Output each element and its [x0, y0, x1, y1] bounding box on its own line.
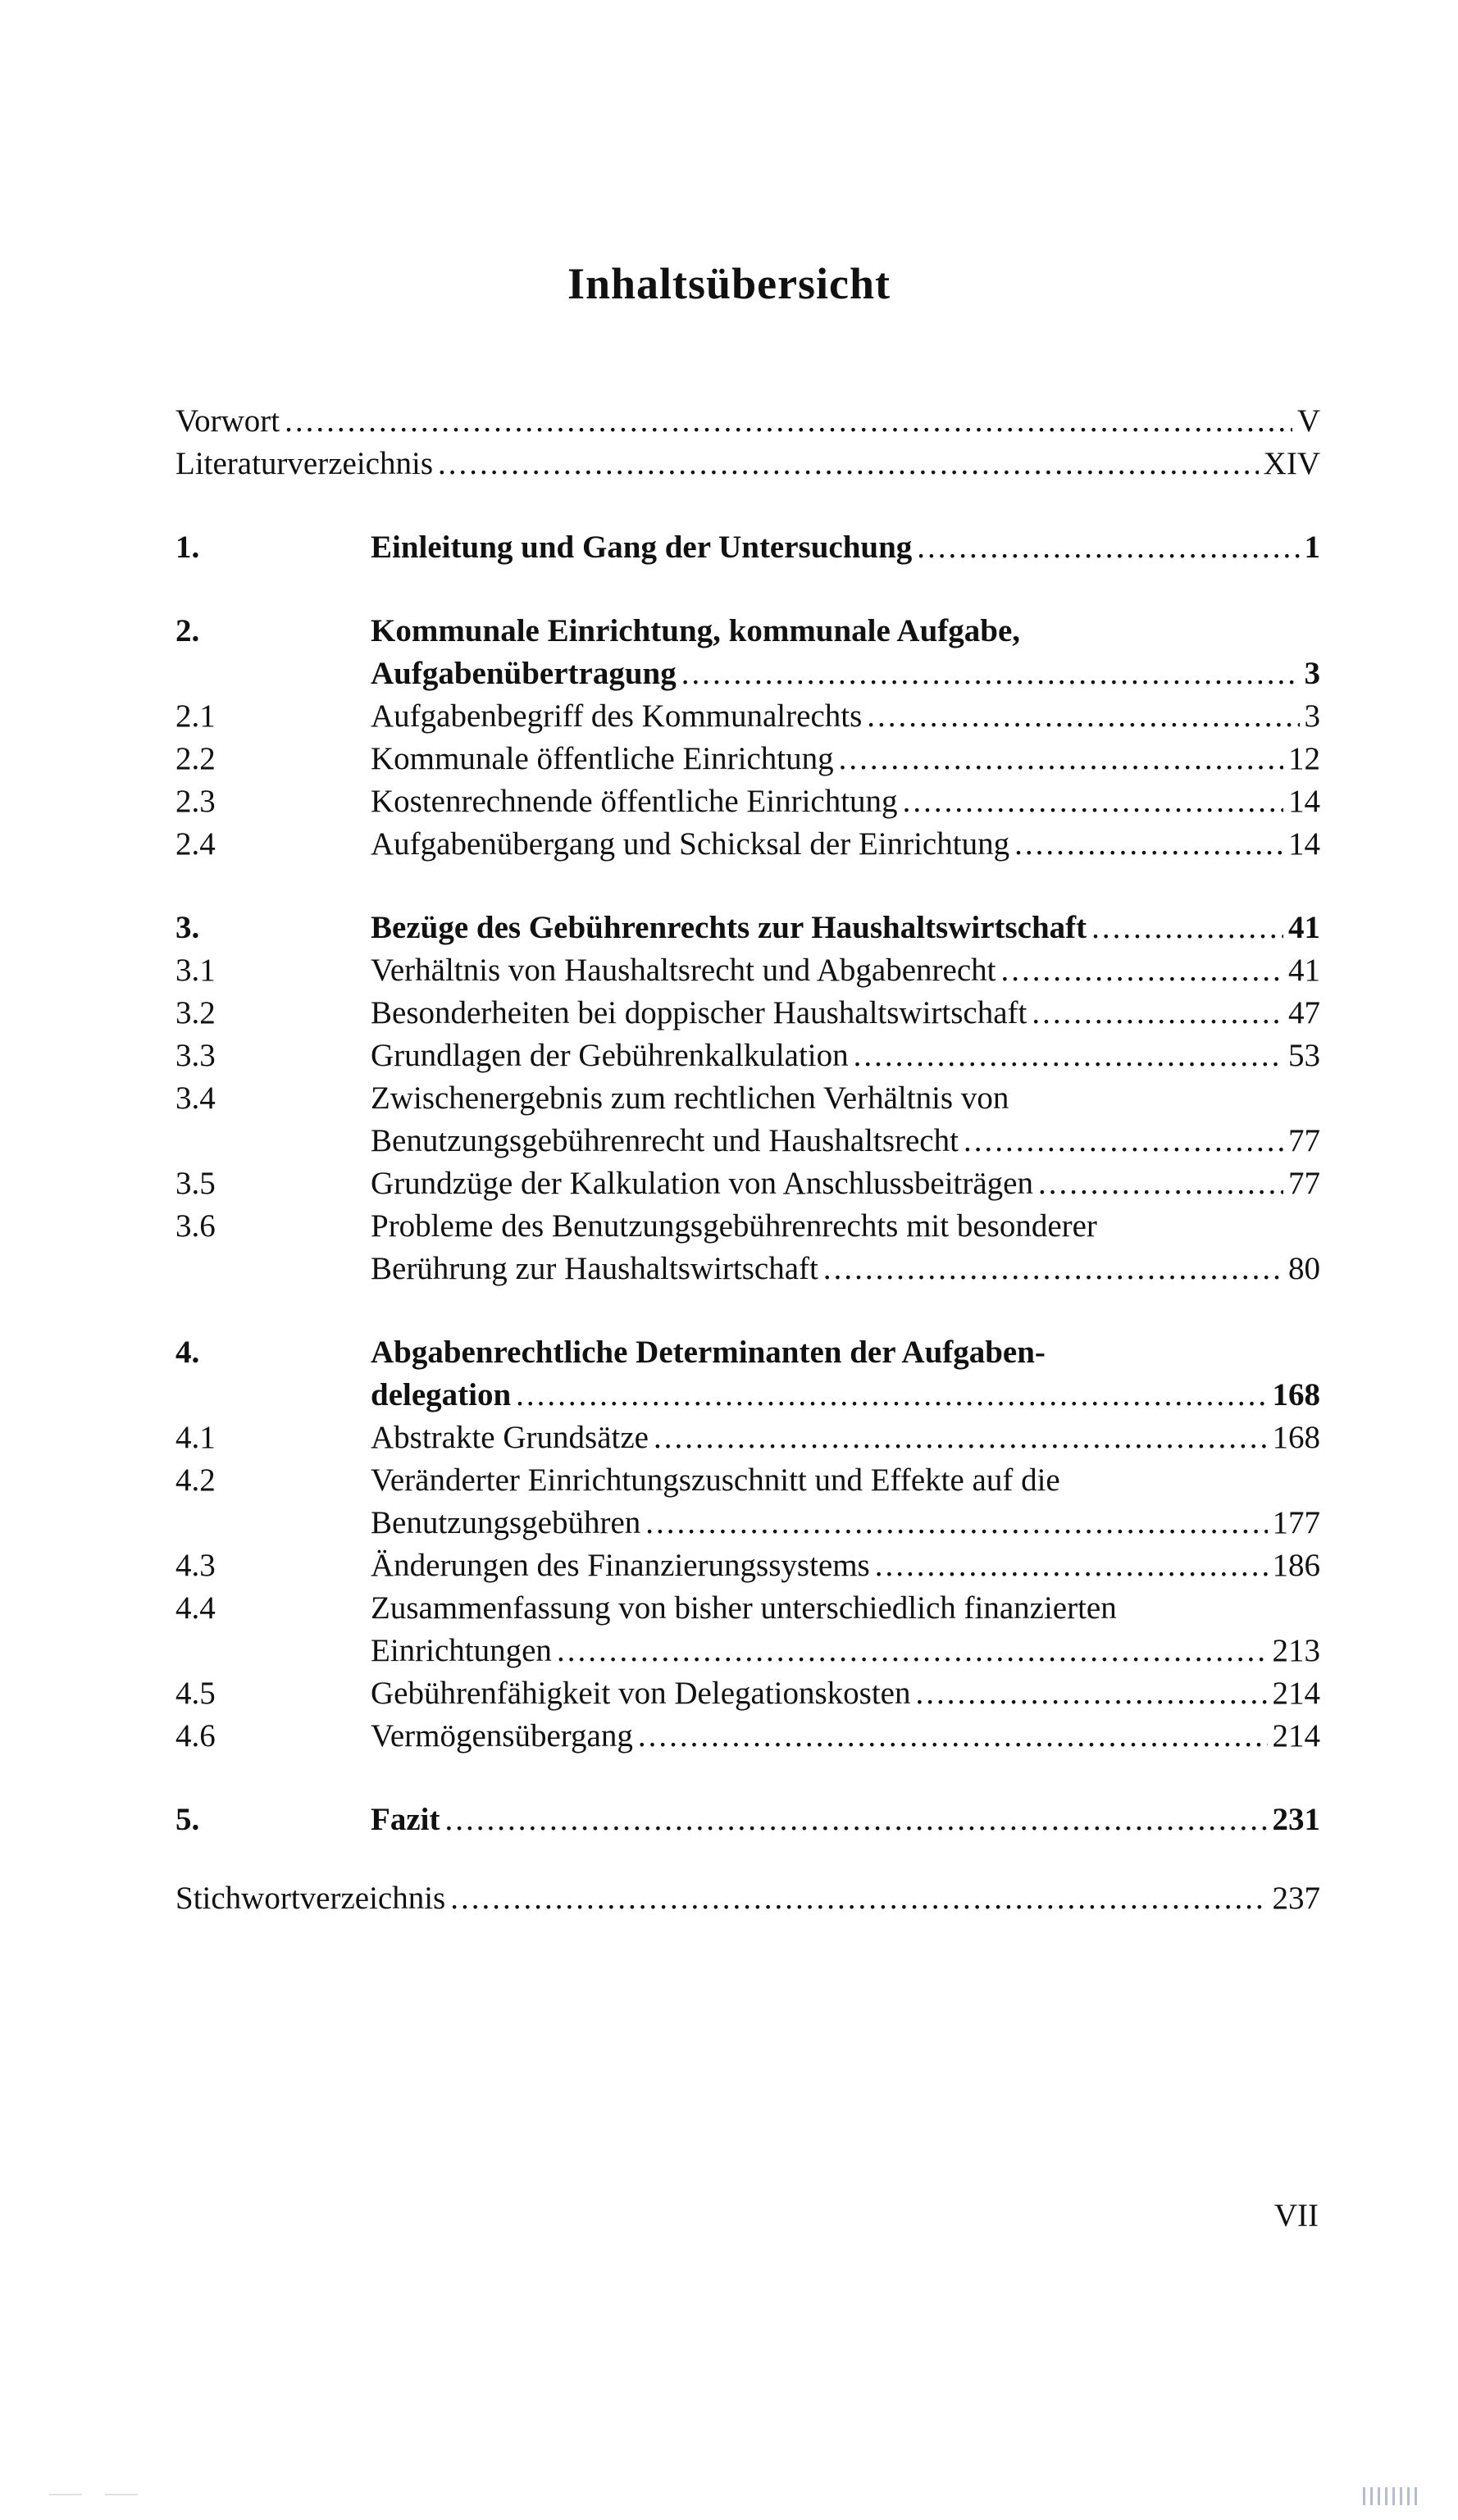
- toc-entry-title: Probleme des Benutzungsgebührenrechts mit besonderer: [371, 1208, 1097, 1244]
- toc-chapter[interactable]: [175, 1331, 1320, 1374]
- scan-artifact: [49, 2494, 138, 2495]
- dot-leader: [875, 1544, 1268, 1587]
- dot-leader: [1091, 907, 1283, 949]
- scan-edge-mark: [1363, 2487, 1365, 2505]
- toc-page-number: 14: [1288, 784, 1320, 819]
- toc-section[interactable]: [175, 1672, 1320, 1715]
- scan-edge-mark: [1385, 2487, 1387, 2505]
- toc-section[interactable]: [175, 1035, 1320, 1077]
- dot-leader: [916, 1672, 1268, 1715]
- toc-number: 3.2: [175, 995, 216, 1030]
- toc-number: 2.1: [175, 698, 216, 734]
- toc-page-number: 168: [1272, 1420, 1320, 1455]
- toc-entry-title: Zwischenergebnis zum rechtlichen Verhältnis von: [371, 1080, 1009, 1116]
- toc-number: 3.3: [175, 1038, 216, 1073]
- toc-entry-title: Veränderter Einrichtungszuschnitt und Effekte auf die: [371, 1462, 1060, 1498]
- dot-leader: [444, 1799, 1267, 1841]
- scan-artifact-mark: [105, 2494, 138, 2495]
- scan-edge-mark: [1370, 2487, 1373, 2505]
- toc-entry-title: Benutzungsgebühren: [371, 1505, 641, 1540]
- toc-entry-title: Vorwort: [175, 403, 280, 439]
- toc-page-number: 1: [1304, 530, 1320, 565]
- toc-entry-title: Abstrakte Grundsätze: [371, 1420, 649, 1455]
- page-title: Inhaltsübersicht: [567, 259, 891, 308]
- scan-edge-mark: [1415, 2487, 1417, 2505]
- scan-edge-mark: [1392, 2487, 1395, 2505]
- toc-page-number: 77: [1288, 1123, 1320, 1158]
- dot-leader: [681, 653, 1300, 695]
- scan-edge-marks: [1363, 2487, 1417, 2505]
- dot-leader: [557, 1630, 1268, 1672]
- toc-section-continuation[interactable]: [175, 1502, 1320, 1544]
- toc-entry-title: Zusammenfassung von bisher unterschiedlich finanzierten: [371, 1590, 1117, 1626]
- dot-leader: [839, 738, 1283, 780]
- dot-leader: [438, 443, 1259, 485]
- toc-number: 4.: [175, 1335, 200, 1370]
- toc-number: 5.: [175, 1802, 200, 1837]
- toc-section[interactable]: [175, 738, 1320, 780]
- toc-number: 2.4: [175, 826, 216, 862]
- toc-page-number: 80: [1288, 1251, 1320, 1286]
- toc-section-continuation[interactable]: [175, 1248, 1320, 1290]
- toc-entry[interactable]: [175, 443, 1320, 485]
- toc-section[interactable]: [175, 1205, 1320, 1248]
- toc-page-number: 213: [1272, 1633, 1320, 1668]
- toc-page-number: V: [1296, 403, 1320, 439]
- toc-page-number: 214: [1272, 1718, 1320, 1754]
- dot-leader: [854, 1035, 1283, 1077]
- toc-section[interactable]: [175, 1715, 1320, 1758]
- toc-page-number: 231: [1272, 1802, 1320, 1837]
- dot-leader: [638, 1715, 1268, 1758]
- toc-section[interactable]: [175, 780, 1320, 823]
- dot-leader: [823, 1248, 1283, 1290]
- toc-number: 2.2: [175, 741, 216, 776]
- toc-section[interactable]: [175, 992, 1320, 1035]
- toc-entry-title: Vermögensübergang: [371, 1718, 633, 1754]
- dot-leader: [1000, 949, 1283, 992]
- toc-number: 3.5: [175, 1166, 216, 1201]
- toc-page-number: 41: [1288, 910, 1320, 945]
- toc-entry-title: Besonderheiten bei doppischer Haushaltswirtschaft: [371, 995, 1027, 1030]
- toc-entry-title: Benutzungsgebührenrecht und Haushaltsrecht: [371, 1123, 959, 1158]
- toc-entry-title: Bezüge des Gebührenrechts zur Haushaltswirtschaft: [371, 910, 1087, 945]
- toc-number: 4.4: [175, 1590, 216, 1626]
- dot-leader: [867, 695, 1299, 738]
- toc-number: 2.: [175, 613, 200, 648]
- toc-entry[interactable]: [175, 1877, 1320, 1920]
- toc-section[interactable]: [175, 1417, 1320, 1459]
- toc-chapter[interactable]: [175, 1799, 1320, 1841]
- toc-number: 1.: [175, 530, 200, 565]
- toc-entry-title: Aufgabenübergang und Schicksal der Einrichtung: [371, 826, 1010, 862]
- dot-leader: [1038, 1162, 1283, 1205]
- toc-number: 3.1: [175, 953, 216, 988]
- scan-edge-mark: [1407, 2487, 1410, 2505]
- toc-number: 4.3: [175, 1548, 216, 1583]
- toc-entry-title: Abgabenrechtliche Determinanten der Aufgaben-: [371, 1335, 1046, 1370]
- toc-page-number: 177: [1272, 1505, 1320, 1540]
- toc-page-number: 77: [1288, 1166, 1320, 1201]
- dot-leader: [917, 526, 1299, 569]
- toc-page-number: 214: [1272, 1676, 1320, 1711]
- toc-page-number: 168: [1272, 1377, 1320, 1412]
- toc-chapter[interactable]: [175, 610, 1320, 653]
- dot-leader: [645, 1502, 1267, 1544]
- toc-section[interactable]: [175, 1544, 1320, 1587]
- toc-page-number: 186: [1272, 1548, 1320, 1583]
- scan-edge-mark: [1400, 2487, 1402, 2505]
- toc-entry-title: Grundlagen der Gebührenkalkulation: [371, 1038, 849, 1073]
- toc-entry-title: Berührung zur Haushaltswirtschaft: [371, 1251, 818, 1286]
- toc-entry-title: Kommunale öffentliche Einrichtung: [371, 741, 834, 776]
- toc-section[interactable]: [175, 949, 1320, 992]
- toc-section[interactable]: [175, 1459, 1320, 1502]
- dot-leader: [1032, 992, 1283, 1035]
- dot-leader: [285, 400, 1292, 443]
- toc-chapter[interactable]: [175, 907, 1320, 949]
- toc-entry-title: Fazit: [371, 1802, 440, 1837]
- dot-leader: [903, 780, 1283, 823]
- toc-entry-title: Änderungen des Finanzierungssystems: [371, 1548, 870, 1583]
- toc-page-number: 53: [1288, 1038, 1320, 1073]
- scan-edge-mark: [1378, 2487, 1380, 2505]
- toc-number: 4.6: [175, 1718, 216, 1754]
- toc-entry-title: Literaturverzeichnis: [175, 446, 433, 481]
- page-number: VII: [1273, 2198, 1319, 2233]
- toc-chapter-continuation[interactable]: [175, 1374, 1320, 1417]
- toc-section[interactable]: [175, 1162, 1320, 1205]
- toc-page-number: XIV: [1263, 446, 1320, 481]
- toc-page-number: 41: [1288, 953, 1320, 988]
- toc-chapter-continuation[interactable]: [175, 653, 1320, 695]
- toc-number: 4.1: [175, 1420, 216, 1455]
- toc-chapter[interactable]: [175, 526, 1320, 569]
- toc-number: 3.: [175, 910, 200, 945]
- toc-section-continuation[interactable]: [175, 1630, 1320, 1672]
- toc-section[interactable]: [175, 1587, 1320, 1630]
- toc-entry-title: delegation: [371, 1377, 512, 1412]
- toc-entry-title: Stichwortverzeichnis: [175, 1881, 446, 1916]
- toc-page-number: 47: [1288, 995, 1320, 1030]
- toc-entry-title: Grundzüge der Kalkulation von Anschlussbeiträgen: [371, 1166, 1033, 1201]
- toc-number: 4.5: [175, 1676, 216, 1711]
- toc-entry-title: Kostenrechnende öffentliche Einrichtung: [371, 784, 898, 819]
- toc-page-number: 237: [1272, 1881, 1320, 1916]
- toc-page-number: 12: [1288, 741, 1320, 776]
- dot-leader: [516, 1374, 1267, 1417]
- toc-number: 4.2: [175, 1462, 216, 1498]
- toc-entry-title: Einrichtungen: [371, 1633, 552, 1668]
- toc-page-number: 14: [1288, 826, 1320, 862]
- dot-leader: [1014, 823, 1283, 866]
- toc-page-number: 3: [1304, 698, 1320, 734]
- toc-entry[interactable]: [175, 400, 1320, 443]
- toc-number: 3.4: [175, 1080, 216, 1116]
- toc-section[interactable]: [175, 1077, 1320, 1120]
- toc-number: 3.6: [175, 1208, 216, 1244]
- scan-artifact-mark: [49, 2494, 82, 2495]
- toc-entry-title: Kommunale Einrichtung, kommunale Aufgabe,: [371, 613, 1021, 648]
- toc-entry-title: Aufgabenbegriff des Kommunalrechts: [371, 698, 863, 734]
- toc-entry-title: Gebührenfähigkeit von Delegationskosten: [371, 1676, 911, 1711]
- toc-entry-title: Einleitung und Gang der Untersuchung: [371, 530, 913, 565]
- toc-number: 2.3: [175, 784, 216, 819]
- dot-leader: [654, 1417, 1268, 1459]
- toc-page-number: 3: [1304, 656, 1320, 691]
- table-of-contents: [175, 400, 1320, 1920]
- toc-section[interactable]: [175, 695, 1320, 738]
- dot-leader: [964, 1120, 1283, 1162]
- toc-section-continuation[interactable]: [175, 1120, 1320, 1162]
- toc-entry-title: Aufgabenübertragung: [371, 656, 677, 691]
- toc-entry-title: Verhältnis von Haushaltsrecht und Abgabenrecht: [371, 953, 996, 988]
- dot-leader: [450, 1877, 1267, 1920]
- toc-section[interactable]: [175, 823, 1320, 866]
